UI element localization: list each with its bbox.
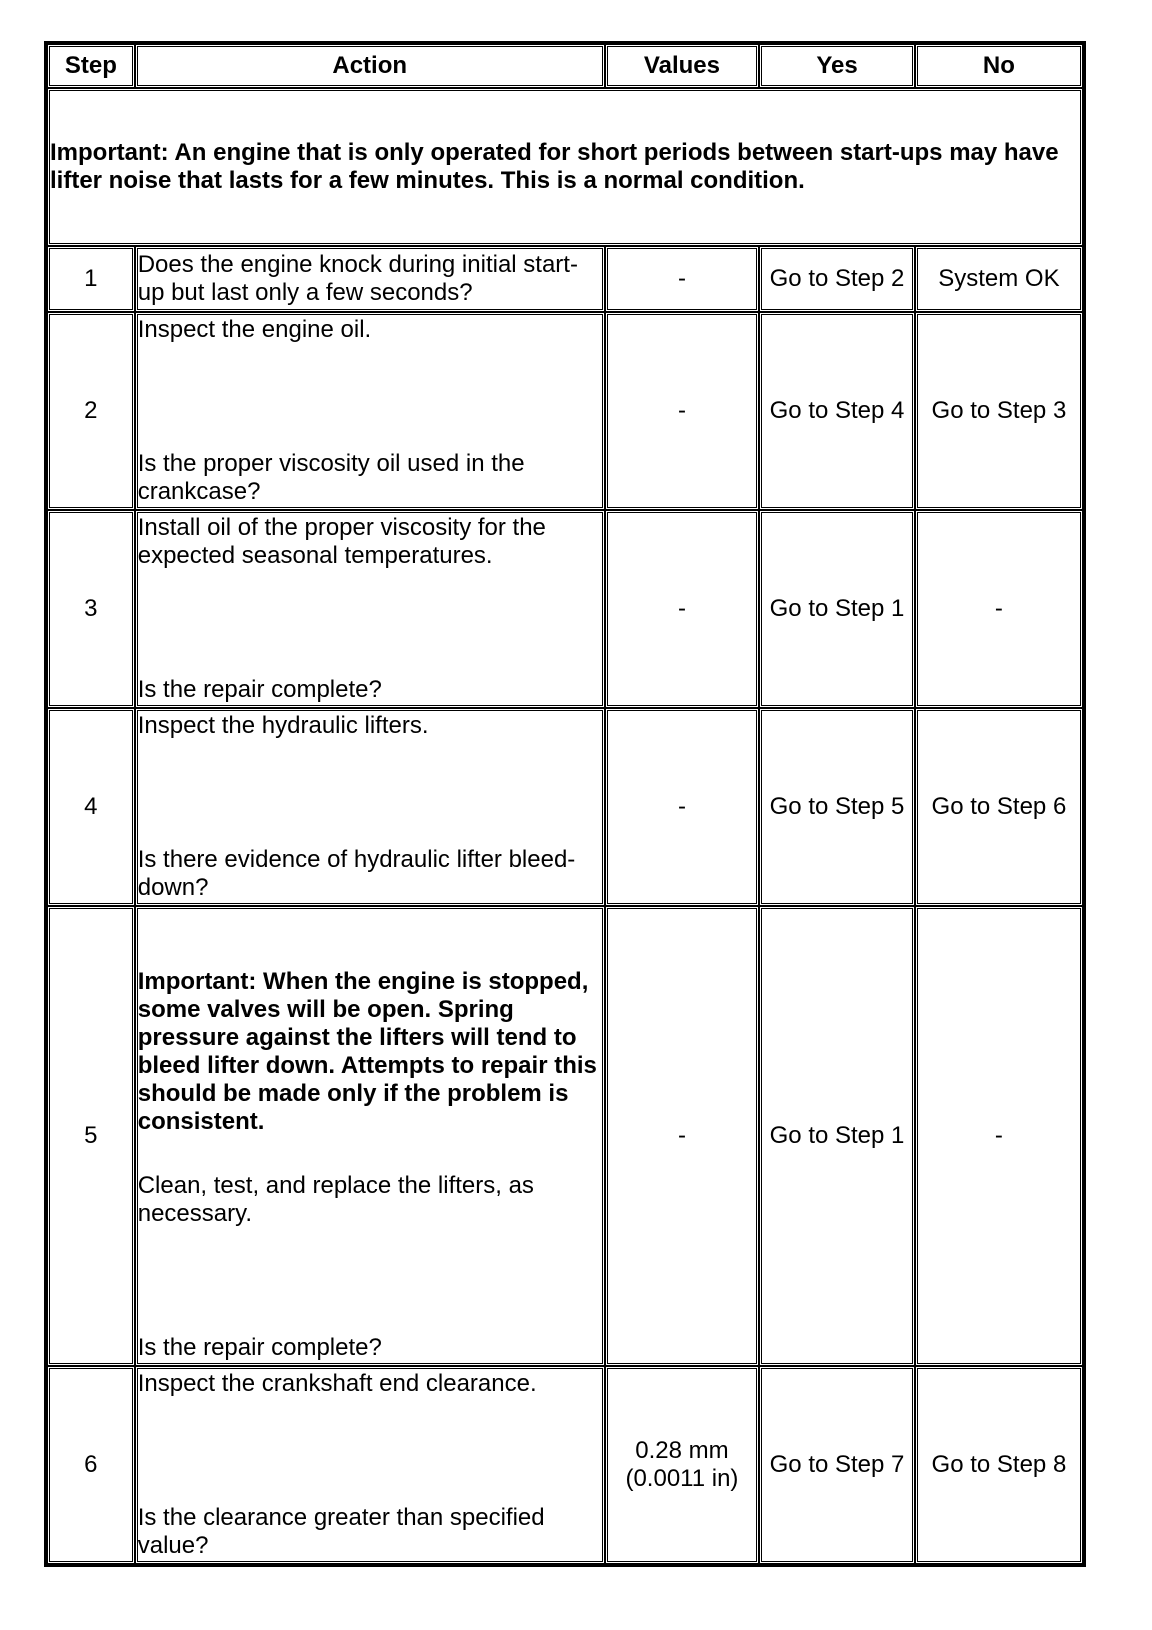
step-number: 6 — [47, 1366, 135, 1564]
action-question: Is the proper viscosity oil used in the crankcase? — [137, 450, 525, 505]
table-row — [47, 312, 1083, 510]
yes-cell: Go to Step 5 — [759, 708, 915, 906]
yes-cell: Go to Step 1 — [759, 510, 915, 708]
header-yes: Yes — [759, 44, 915, 88]
no-cell: Go to Step 8 — [915, 1366, 1083, 1564]
table-row — [47, 1366, 1083, 1564]
step-number: 1 — [47, 246, 135, 312]
action-instruction: Inspect the hydraulic lifters. — [137, 712, 429, 739]
no-cell: - — [915, 510, 1083, 708]
important-banner: Important: An engine that is only operated for short periods between start-ups may have lifter noise that lasts for a few minutes. This is a normal condition. — [47, 88, 1083, 246]
no-cell: Go to Step 6 — [915, 708, 1083, 906]
no-cell: Go to Step 3 — [915, 312, 1083, 510]
header-no: No — [915, 44, 1083, 88]
table-row — [47, 246, 1083, 312]
value-cell: - — [605, 708, 760, 906]
step-number: 5 — [47, 906, 135, 1366]
yes-cell: Go to Step 7 — [759, 1366, 915, 1564]
value-cell — [605, 1366, 760, 1564]
header-row — [47, 44, 1083, 88]
no-cell: System OK — [915, 246, 1083, 312]
banner-row — [47, 88, 1083, 246]
action-question: Is there evidence of hydraulic lifter bleed-down? — [137, 846, 576, 901]
action-cell — [135, 708, 605, 906]
action-cell — [135, 246, 605, 312]
step-number: 2 — [47, 312, 135, 510]
value-cell: - — [605, 510, 760, 708]
action-question: Does the engine knock during initial start-up but last only a few seconds? — [137, 251, 578, 306]
action-instruction: Inspect the crankshaft end clearance. — [137, 1370, 537, 1397]
action-cell — [135, 312, 605, 510]
action-cell — [135, 510, 605, 708]
action-question: Is the clearance greater than specified value? — [137, 1504, 545, 1559]
action-cell — [135, 906, 605, 1366]
step-number: 3 — [47, 510, 135, 708]
table-row — [47, 906, 1083, 1366]
step-number: 4 — [47, 708, 135, 906]
table-row — [47, 708, 1083, 906]
yes-cell: Go to Step 2 — [759, 246, 915, 312]
action-instruction: Inspect the engine oil. — [137, 316, 372, 343]
yes-cell: Go to Step 1 — [759, 906, 915, 1366]
action-question: Is the repair complete? — [137, 676, 382, 703]
diagnostic-table — [44, 41, 1086, 1567]
value-cell: - — [605, 906, 760, 1366]
action-instruction: Install oil of the proper viscosity for the expected seasonal temperatures. — [137, 514, 546, 569]
header-step: Step — [47, 44, 135, 88]
action-instruction: Clean, test, and replace the lifters, as necessary. — [137, 1172, 534, 1227]
header-action: Action — [135, 44, 605, 88]
table-row — [47, 510, 1083, 708]
value-cell: - — [605, 246, 760, 312]
value-imperial: (0.0011 in) — [625, 1465, 739, 1492]
header-values: Values — [605, 44, 760, 88]
value-metric: 0.28 mm — [635, 1437, 729, 1464]
no-cell: - — [915, 906, 1083, 1366]
value-cell: - — [605, 312, 760, 510]
action-important-note: Important: When the engine is stopped, some valves will be open. Spring pressure against the lifters will tend to bleed lifter down. Attempts to repair this should be made only if the problem is consistent. — [137, 968, 597, 1135]
yes-cell: Go to Step 4 — [759, 312, 915, 510]
action-question: Is the repair complete? — [137, 1334, 382, 1361]
action-cell — [135, 1366, 605, 1564]
